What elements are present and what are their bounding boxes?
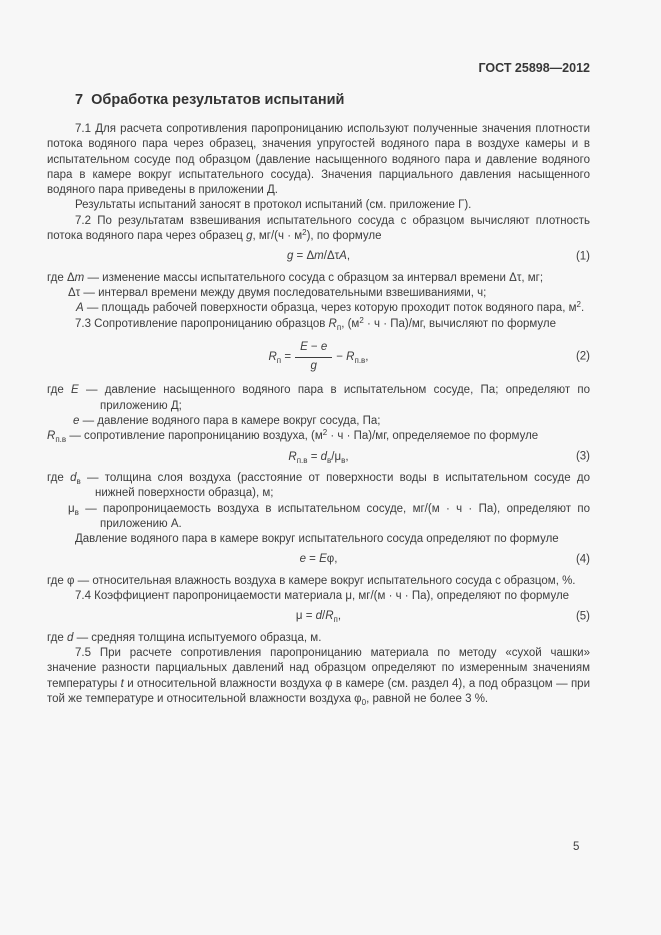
clause-7-1-note: Результаты испытаний заносят в протокол испытаний (см. приложение Г). xyxy=(75,199,472,212)
formula-2-rhs: − $R_{п.в}$, xyxy=(336,350,369,365)
formula-5-number: (5) xyxy=(575,610,590,623)
definition-d: где d — средняя толщина испытуемого образца, м. xyxy=(47,631,322,644)
fraction-denominator: g xyxy=(310,360,317,373)
formula-3-expression: $R_{п.в} = d_в/\mu_в$, xyxy=(288,450,349,465)
definition-phi: где φ — относительная влажность воздуха в камере вокруг испытательного сосуда с образцом, %. xyxy=(47,574,576,587)
clause-7-5: 7.5 При расчете сопротивления паропроницанию материала по методу «сухой чашки» значение разности парциальных давлений над образцом определяют по измеренным значениям температуры t и относительной влажности воздуха φ в камере (см. раздел 4), а под образцом — при той же температуре и относительной влажности воздуха $\varphi_0$, равной не более 3 %. xyxy=(47,646,590,707)
definition-E: где E — давление насыщенного водяного пара в испытательном сосуде, Па; определяют по приложению Д; xyxy=(47,384,590,412)
formula-2 xyxy=(47,340,590,375)
section-heading: 7 Обработка результатов испытаний xyxy=(75,92,345,108)
definition-delta-m: где Δm — изменение массы испытательного сосуда с образцом за интервал времени Δτ, мг; xyxy=(47,271,544,284)
definition-delta-tau: Δτ — интервал времени между двумя последовательными взвешиваниями, ч; xyxy=(68,286,487,299)
formula-4 xyxy=(47,552,590,567)
definition-muv: $\mu_в$ — паропроницаемость воздуха в испытательном сосуде, мг/(м · ч · Па), определяют по приложению А. xyxy=(68,502,590,530)
clause-7-1: 7.1 Для расчета сопротивления паропроницанию используют полученные значения плотности потока водяного пара через образец, значения упругостей водяного пара в воздухе камеры и в испытательном сосуде под образцом (давление насыщенного водяного пара и давление водяного пара в камере вокруг испытательного сосуда). Значения парциального давления насыщенного водяного пара приведены в приложении Д. xyxy=(47,123,590,197)
formula-4-number: (4) xyxy=(575,553,590,566)
formula-2-expression xyxy=(266,340,370,375)
formula-3 xyxy=(47,450,590,465)
definition-e: e — давление водяного пара в камере вокруг сосуда, Па; xyxy=(73,415,381,428)
page-number: 5 xyxy=(573,841,580,853)
formula-5-expression: $\mu = d/R_п$, xyxy=(295,610,342,625)
clause-7-4: 7.4 Коэффициент паропроницаемости материала μ, мг/(м · ч · Па), определяют по формуле xyxy=(75,590,570,603)
definition-dv: где $d_в$ — толщина слоя воздуха (расстояние от поверхности воды в испытательном сосуде до нижней поверхности образца), м; xyxy=(47,471,590,500)
formula-5 xyxy=(47,609,590,624)
standard-number: ГОСТ 25898—2012 xyxy=(478,61,590,75)
formula-1-number: (1) xyxy=(575,250,590,263)
fraction xyxy=(295,340,332,375)
formula-2-lhs: $R_п$ = xyxy=(268,350,292,365)
definition-area: A — площадь рабочей поверхности образца, через которую проходит поток водяного пара, $м^2$. xyxy=(76,300,585,315)
formula-2-number: (2) xyxy=(575,350,590,363)
vapor-pressure-note: Давление водяного пара в камере вокруг испытательного сосуда определяют по формуле xyxy=(75,533,559,546)
fraction-numerator: E − e xyxy=(295,340,332,358)
formula-4-expression: e = Eφ, xyxy=(299,553,338,566)
clause-7-3: 7.3 Сопротивление паропроницанию образцов $R_п$, $(м^2 \cdot ч \cdot Па)/мг$, вычисляют по формуле xyxy=(75,315,557,332)
formula-1 xyxy=(47,249,590,264)
definition-Rpv: $R_{п.в}$ — сопротивление паропроницанию воздуха, $(м^2 \cdot ч \cdot Па)/мг$, определяемое по формуле xyxy=(47,428,539,445)
page-content xyxy=(47,61,590,707)
formula-1-expression: g = Δm/ΔτA, xyxy=(286,250,351,263)
clause-7-2: 7.2 По результатам взвешивания испытательного сосуда с образцом вычисляют плотность потока водяного пара через образец g, $мг/(ч \cdot м^2)$, по формуле xyxy=(47,214,590,243)
formula-3-number: (3) xyxy=(575,450,590,463)
